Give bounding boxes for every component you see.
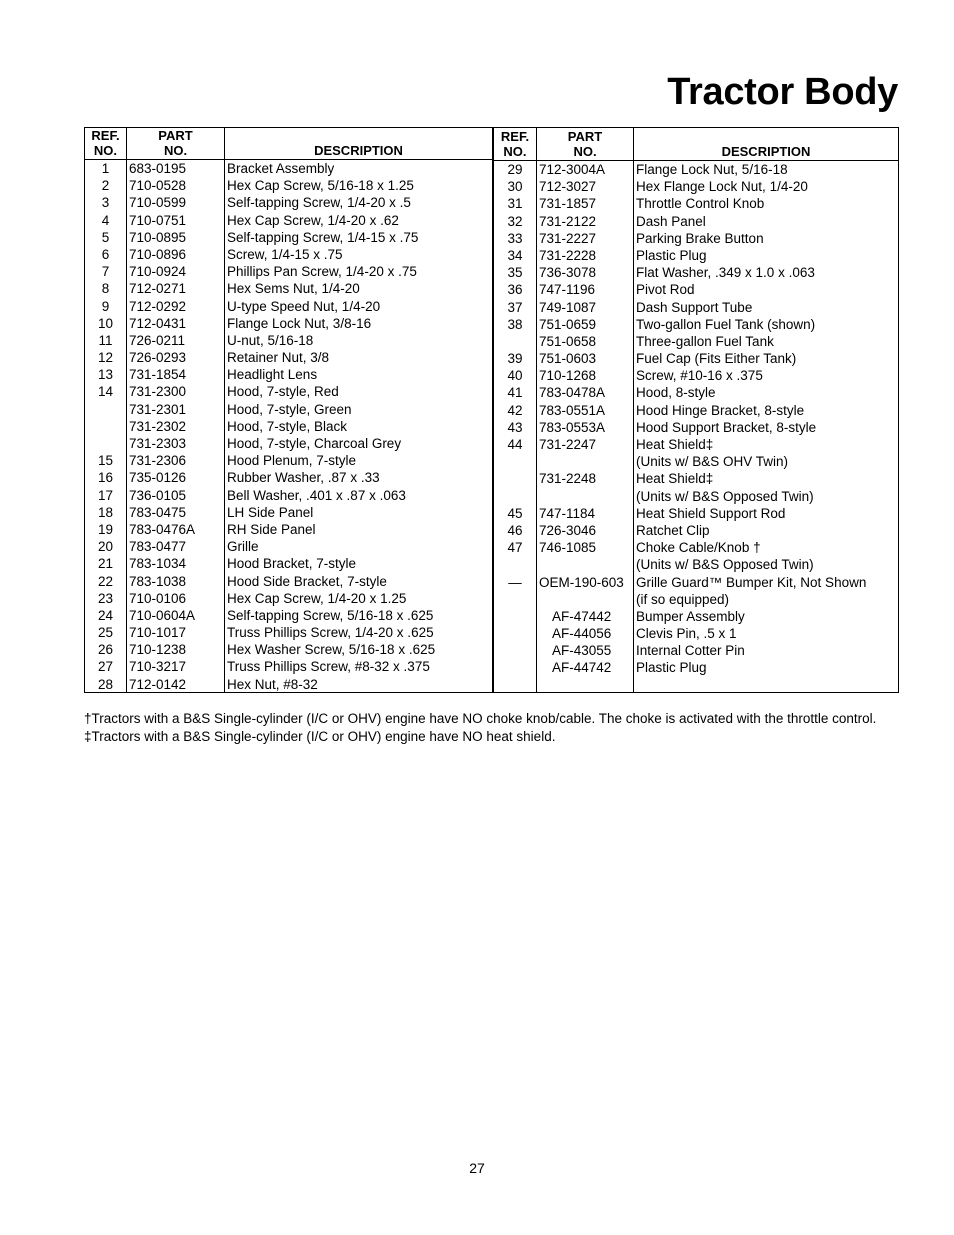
ref-no-cell: 2	[101, 178, 110, 194]
ref-no-cell: 23	[97, 590, 114, 606]
table-row	[85, 401, 492, 418]
ref-no-cell: 24	[97, 607, 114, 623]
table-row	[494, 178, 898, 195]
ref-no-cell: 14	[97, 384, 114, 400]
description-cell: Bumper Assembly	[636, 608, 745, 624]
description-cell: (if so equipped)	[636, 591, 730, 607]
ref-no-cell	[494, 608, 536, 625]
part-no-cell: 783-0478A	[539, 385, 606, 401]
part-no-cell: 736-0105	[129, 487, 187, 503]
part-no-cell: 751-0658	[539, 333, 597, 349]
table-row	[85, 487, 492, 504]
description-cell: LH Side Panel	[227, 504, 314, 520]
ref-no-cell	[494, 642, 536, 659]
part-no-cell: 731-2122	[539, 213, 597, 229]
description-cell: Phillips Pan Screw, 1/4-20 x .75	[227, 264, 417, 280]
table-row	[494, 333, 898, 350]
parts-rows-right	[494, 161, 898, 692]
table-row	[85, 177, 492, 194]
ref-no-cell: 32	[507, 213, 523, 229]
parts-table-left-half	[85, 128, 494, 692]
part-no-cell: 710-0106	[129, 590, 187, 606]
table-row	[494, 642, 898, 659]
description-cell: Dash Panel	[636, 213, 706, 229]
part-no-cell: 712-0142	[129, 676, 187, 692]
part-no-cell: 710-0528	[129, 178, 187, 194]
part-no-cell: 710-0599	[129, 195, 187, 211]
description-cell: Hex Washer Screw, 5/16-18 x .625	[227, 642, 436, 658]
description-cell: Clevis Pin, .5 x 1	[636, 626, 737, 642]
table-row	[85, 573, 492, 590]
part-no-cell: 731-1857	[539, 196, 597, 212]
ref-no-cell: 25	[97, 625, 114, 641]
table-row	[494, 625, 898, 642]
ref-no-cell: 26	[97, 642, 114, 658]
description-cell: Bracket Assembly	[227, 161, 335, 176]
part-no-cell: 710-1238	[129, 642, 187, 658]
part-no-cell: 783-1034	[129, 556, 187, 572]
ref-no-cell: 15	[97, 453, 114, 469]
part-no-cell: AF-44742	[552, 660, 612, 676]
part-no-cell: 726-3046	[539, 522, 597, 538]
table-row	[85, 194, 492, 211]
ref-no-cell	[85, 418, 126, 435]
part-no-cell: 731-2301	[129, 401, 187, 417]
table-row	[85, 435, 492, 452]
table-row	[494, 574, 898, 591]
table-row	[494, 247, 898, 264]
part-no-cell: 783-0553A	[539, 419, 606, 435]
description-cell: Throttle Control Knob	[636, 196, 765, 212]
table-row	[85, 538, 492, 555]
description-cell: Screw, #10-16 x .375	[636, 368, 763, 384]
description-cell: Three-gallon Fuel Tank	[636, 333, 774, 349]
part-no-cell: 783-1038	[129, 573, 187, 589]
ref-no-cell: 45	[507, 505, 523, 521]
part-no-cell: 751-0603	[539, 351, 597, 367]
description-cell: Flange Lock Nut, 5/16-18	[636, 162, 788, 177]
description-cell: Parking Brake Button	[636, 230, 764, 246]
part-no-cell: 783-0477	[129, 539, 187, 555]
ref-no-cell: 12	[97, 350, 114, 366]
description-cell: Hood, 7-style, Green	[227, 401, 352, 417]
ref-no-cell: 10	[97, 315, 114, 331]
ref-no-cell: 16	[97, 470, 114, 486]
ref-no-cell	[494, 625, 536, 642]
part-no-cell: 710-0924	[129, 264, 187, 280]
description-cell: Hood, 7-style, Black	[227, 418, 348, 434]
table-row	[494, 419, 898, 436]
part-no-cell: 735-0126	[129, 470, 187, 486]
table-row	[494, 161, 898, 178]
ref-no-header: REF. NO.	[500, 129, 530, 159]
table-row	[494, 591, 898, 608]
page-number: 27	[469, 1160, 485, 1176]
description-cell: Hex Cap Screw, 1/4-20 x 1.25	[227, 590, 407, 606]
table-row	[494, 436, 898, 453]
ref-no-cell: 22	[97, 573, 114, 589]
ref-no-cell: 42	[507, 402, 523, 418]
table-row	[494, 230, 898, 247]
ref-no-cell: 46	[507, 522, 523, 538]
ref-no-cell	[494, 591, 536, 608]
ref-no-cell	[494, 488, 536, 505]
table-row	[85, 504, 492, 521]
description-cell: Hood Plenum, 7-style	[227, 453, 357, 469]
table-row	[85, 349, 492, 366]
description-cell: Headlight Lens	[227, 367, 318, 383]
description-cell: Bell Washer, .401 x .87 x .063	[227, 487, 406, 503]
description-cell: Hood, 8-style	[636, 385, 716, 401]
description-cell: Plastic Plug	[636, 247, 707, 263]
ref-no-cell	[85, 435, 126, 452]
table-row	[85, 418, 492, 435]
ref-no-cell: —	[508, 574, 522, 590]
part-no-cell: 749-1087	[539, 299, 597, 315]
part-no-cell: 731-2227	[539, 230, 597, 246]
part-no-cell	[536, 453, 633, 470]
table-row	[85, 658, 492, 675]
footnote-choke: †Tractors with a B&S Single-cylinder (I/C or OHV) engine have NO choke knob/cable. The choke is activated with the throttle control.	[84, 711, 877, 726]
ref-no-cell: 40	[507, 368, 523, 384]
description-cell: Hood Side Bracket, 7-style	[227, 573, 387, 589]
description-header: DESCRIPTION	[224, 128, 492, 159]
description-cell: Screw, 1/4-15 x .75	[227, 246, 343, 262]
description-cell: Hex Cap Screw, 1/4-20 x .62	[227, 212, 399, 228]
table-row	[85, 229, 492, 246]
table-row	[85, 246, 492, 263]
description-cell: (Units w/ B&S Opposed Twin)	[636, 557, 814, 573]
ref-no-cell: 19	[97, 521, 114, 537]
parts-table	[84, 127, 899, 693]
ref-no-cell: 33	[507, 230, 523, 246]
description-cell: Hex Flange Lock Nut, 1/4-20	[636, 179, 808, 195]
part-no-cell	[536, 591, 633, 608]
table-row	[85, 641, 492, 658]
description-cell: Internal Cotter Pin	[636, 643, 745, 659]
ref-no-cell	[494, 333, 536, 350]
part-no-cell: 746-1085	[539, 540, 597, 556]
description-cell: Fuel Cap (Fits Either Tank)	[636, 351, 797, 367]
table-row	[494, 505, 898, 522]
description-cell: U-type Speed Nut, 1/4-20	[227, 298, 381, 314]
description-cell: (Units w/ B&S OHV Twin)	[636, 454, 789, 470]
description-cell: Self-tapping Screw, 1/4-20 x .5	[227, 195, 411, 211]
part-no-cell: 712-0292	[129, 298, 187, 314]
ref-no-cell: 11	[98, 332, 113, 348]
part-no-cell: 712-3027	[539, 179, 597, 195]
part-no-cell: AF-43055	[552, 643, 612, 659]
part-no-cell: 726-0211	[129, 332, 186, 348]
part-no-cell: 731-2300	[129, 384, 187, 400]
description-cell: Pivot Rod	[636, 282, 695, 298]
part-no-cell: 710-0896	[129, 246, 187, 262]
part-no-cell	[536, 556, 633, 573]
part-no-cell: AF-47442	[552, 608, 612, 624]
part-no-cell: 783-0475	[129, 504, 187, 520]
description-cell: Truss Phillips Screw, #8-32 x .375	[227, 659, 430, 675]
part-no-cell: 783-0551A	[539, 402, 606, 418]
description-cell: Two-gallon Fuel Tank (shown)	[636, 316, 816, 332]
table-row	[85, 469, 492, 486]
ref-no-cell: 35	[507, 265, 523, 281]
table-row	[85, 280, 492, 297]
part-no-header: PART NO.	[126, 128, 224, 159]
table-row	[85, 212, 492, 229]
table-row	[494, 195, 898, 212]
ref-no-cell: 20	[97, 539, 114, 555]
table-row	[494, 367, 898, 384]
description-cell: Grille Guard™ Bumper Kit, Not Shown	[636, 574, 867, 590]
description-cell: Heat Shield‡	[636, 471, 714, 487]
table-row	[494, 384, 898, 401]
description-cell: Dash Support Tube	[636, 299, 753, 315]
description-header: DESCRIPTION	[633, 128, 898, 160]
ref-no-cell: 4	[101, 212, 110, 228]
part-no-cell: 731-2247	[539, 437, 597, 452]
table-row	[494, 453, 898, 470]
description-cell: RH Side Panel	[227, 521, 316, 537]
part-no-cell: 731-2306	[129, 453, 187, 469]
table-row	[494, 522, 898, 539]
ref-no-cell	[494, 659, 536, 676]
part-no-cell: 747-1184	[539, 505, 596, 521]
table-row	[85, 590, 492, 607]
table-row	[494, 539, 898, 556]
part-no-cell: 731-2248	[539, 471, 597, 487]
ref-no-cell	[494, 453, 536, 470]
table-row	[494, 264, 898, 281]
ref-no-cell: 18	[97, 504, 114, 520]
description-cell: Flange Lock Nut, 3/8-16	[227, 315, 372, 331]
ref-no-cell: 8	[101, 281, 110, 297]
ref-no-cell	[494, 556, 536, 573]
ref-no-cell: 9	[101, 298, 110, 314]
ref-no-cell: 47	[507, 540, 523, 556]
description-cell: (Units w/ B&S Opposed Twin)	[636, 488, 814, 504]
parts-rows-left	[85, 160, 492, 693]
part-no-cell: 710-1268	[539, 368, 597, 384]
ref-no-cell: 43	[507, 419, 523, 435]
table-row	[85, 332, 492, 349]
part-no-cell: 712-0271	[129, 281, 187, 297]
footnote-heat-shield: ‡Tractors with a B&S Single-cylinder (I/C or OHV) engine have NO heat shield.	[84, 728, 556, 744]
ref-no-cell: 39	[507, 351, 523, 367]
part-no-header: PART NO.	[536, 128, 633, 160]
description-cell: Self-tapping Screw, 1/4-15 x .75	[227, 229, 419, 245]
ref-no-cell	[494, 470, 536, 487]
part-no-cell: 712-0431	[129, 315, 187, 331]
description-cell: Heat Shield Support Rod	[636, 505, 786, 521]
table-row	[85, 607, 492, 624]
description-cell: U-nut, 5/16-18	[227, 332, 314, 348]
ref-no-cell: 27	[97, 659, 114, 675]
ref-no-cell: 7	[101, 264, 110, 280]
footnotes	[84, 710, 876, 745]
table-row	[494, 299, 898, 316]
table-row	[494, 281, 898, 298]
ref-no-cell: 3	[101, 195, 110, 211]
table-row	[494, 608, 898, 625]
table-row	[494, 350, 898, 367]
description-cell: Self-tapping Screw, 5/16-18 x .625	[227, 607, 434, 623]
table-row	[85, 521, 492, 538]
table-row	[494, 488, 898, 505]
part-no-cell: 747-1196	[539, 282, 596, 298]
ref-no-cell: 1	[101, 161, 110, 176]
ref-no-cell: 41	[507, 385, 523, 401]
part-no-cell: 731-1854	[129, 367, 187, 383]
ref-no-cell: 30	[507, 179, 523, 195]
table-row	[85, 624, 492, 641]
part-no-cell: 731-2303	[129, 436, 187, 451]
ref-no-cell: 17	[97, 487, 114, 503]
table-row	[85, 452, 492, 469]
table-row	[494, 659, 898, 676]
part-no-cell: AF-44056	[552, 626, 612, 642]
description-cell: Hex Sems Nut, 1/4-20	[227, 281, 360, 297]
part-no-cell: 683-0195	[129, 161, 187, 176]
table-row	[494, 556, 898, 573]
page-title: Tractor Body	[667, 71, 898, 113]
description-cell: Ratchet Clip	[636, 522, 710, 538]
part-no-cell: 731-2228	[539, 247, 597, 263]
description-cell: Hood, 7-style, Charcoal Grey	[227, 436, 402, 451]
description-cell: Hex Nut, #8-32	[227, 676, 318, 692]
table-row	[85, 263, 492, 280]
table-row	[85, 298, 492, 315]
part-no-cell: 751-0659	[539, 316, 597, 332]
description-cell: Hood, 7-style, Red	[227, 384, 339, 400]
ref-no-cell: 21	[97, 556, 114, 572]
ref-no-cell: 31	[507, 196, 523, 212]
description-cell: Hood Bracket, 7-style	[227, 556, 357, 572]
table-row	[85, 555, 492, 572]
part-no-cell: 736-3078	[539, 265, 597, 281]
description-cell: Hood Hinge Bracket, 8-style	[636, 402, 805, 418]
description-cell: Hex Cap Screw, 5/16-18 x 1.25	[227, 178, 414, 194]
description-cell: Retainer Nut, 3/8	[227, 350, 330, 366]
table-row	[494, 470, 898, 487]
part-no-cell: 710-0751	[129, 212, 187, 228]
parts-table-right-half	[494, 128, 898, 692]
part-no-cell: 783-0476A	[129, 521, 196, 537]
ref-no-cell: 13	[97, 367, 114, 383]
description-cell: Choke Cable/Knob †	[636, 540, 761, 556]
table-row	[85, 315, 492, 332]
ref-no-cell: 36	[507, 282, 523, 298]
table-row	[85, 160, 492, 177]
ref-no-header: REF. NO.	[91, 128, 120, 158]
ref-no-cell: 5	[101, 229, 110, 245]
part-no-cell: 710-0604A	[129, 607, 196, 623]
table-row	[85, 676, 492, 693]
description-cell: Rubber Washer, .87 x .33	[227, 470, 380, 486]
part-no-cell: 710-3217	[129, 659, 187, 675]
table-row	[494, 402, 898, 419]
ref-no-cell: 6	[101, 246, 110, 262]
part-no-cell: 726-0293	[129, 350, 187, 366]
ref-no-cell	[85, 401, 126, 418]
description-cell: Grille	[227, 539, 259, 555]
part-no-cell: 712-3004A	[539, 162, 606, 177]
description-cell: Hood Support Bracket, 8-style	[636, 419, 817, 435]
ref-no-cell: 37	[507, 299, 523, 315]
part-no-cell	[536, 488, 633, 505]
part-no-cell: OEM-190-603	[539, 574, 624, 590]
part-no-cell: 710-0895	[129, 229, 187, 245]
description-cell: Flat Washer, .349 x 1.0 x .063	[636, 265, 815, 281]
table-row	[85, 383, 492, 400]
table-row	[494, 316, 898, 333]
description-cell: Plastic Plug	[636, 660, 707, 676]
ref-no-cell: 28	[97, 676, 114, 692]
description-cell: Heat Shield‡	[636, 437, 714, 452]
part-no-cell: 710-1017	[129, 625, 187, 641]
ref-no-cell: 38	[507, 316, 523, 332]
description-cell: Truss Phillips Screw, 1/4-20 x .625	[227, 625, 434, 641]
table-header	[494, 128, 898, 161]
table-row	[494, 213, 898, 230]
ref-no-cell: 29	[507, 162, 523, 177]
table-header	[85, 128, 492, 160]
table-row	[85, 366, 492, 383]
ref-no-cell: 44	[507, 437, 523, 452]
part-no-cell: 731-2302	[129, 418, 187, 434]
ref-no-cell: 34	[507, 247, 523, 263]
